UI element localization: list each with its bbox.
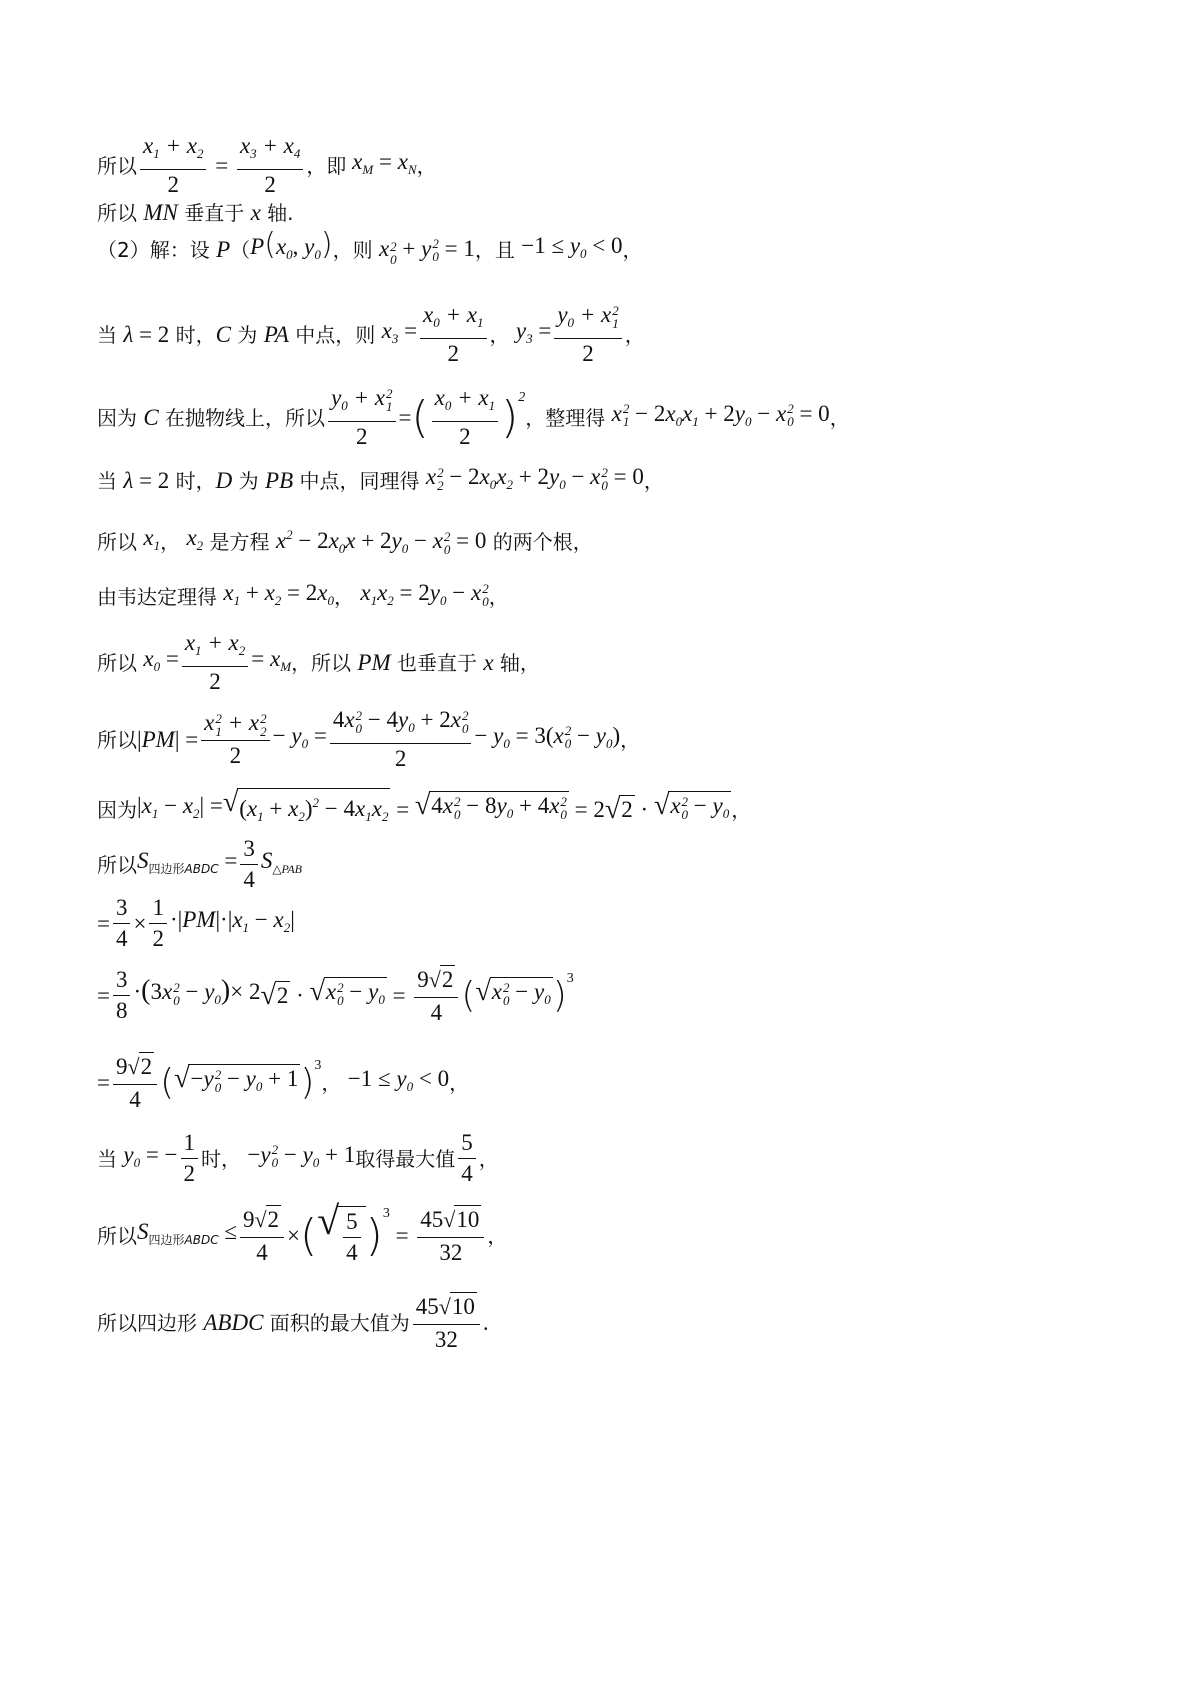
line-1: 所以 $\frac{x_1 + x_2}{2}$ = $\frac{x_3 + x_4}{2}$ ，即 $x_M = x_N$ ， xyxy=(97,133,437,197)
line-11: 因为 $|x_1 - x_2|$ = √ $(x_1 + x_2)^2 - 4x_1x_2$ = √ 4x 2 0 − $8y_0 + 4x$ 2 0 = 2 √ 2 · √ x 2 0 − $y_0$ ， xyxy=(97,788,751,831)
line-3: （2）解：设 P （ $P(x_0$, $y_0$) ，则 x 2 0 + y 2 0 = 1 ，且 $-1 \le y_0 < 0$ ， xyxy=(97,227,643,267)
line-7: 所以 $x_1$ ， $x_2$ 是方程 $x^2 - 2x_0x + 2y_0 - x$ 2 0 = 0 的两个根， xyxy=(97,525,593,557)
line-15: = 9 √ 2 4 ( √ −y 2 0 − $y_0 + 1$ ) 3 ， $-1 \le y_0 < 0$ ， xyxy=(97,1054,470,1112)
line-16: 当 $y_0$ = − $\frac{1}{2}$ 时， −y 2 0 − $y_0 + 1$ 取得最大值 $\frac{5}{4}$ ， xyxy=(97,1130,499,1186)
line-12: 所以 $S_{四边形ABDC}$ = $\frac{3}{4}$ $S_{\triangle PAB}$ xyxy=(97,836,302,892)
line-10: 所以 |PM| = x 2 1 + x 2 2 2 − $y_0$ = 4x 2 0 − $4y_0 + 2x$ 2 0 2 − $y_0 = 3(x$ 2 0 − $y_0$) ， xyxy=(97,707,641,771)
line-14: = $\frac{3}{8}$ ·(3x 2 0 − $y_0)\times 2$ √ 2 · √ x 2 0 − $y_0$ = 9 √ 2 4 ( √ x 2 0 − $y_0$ ) 3 xyxy=(97,967,574,1025)
line-4: 当 λ = 2 时， C 为 PA 中点，则 $x_3$ = $\frac{x_0 + x_1}{2}$ ， $y_3$ = $y_0 + x$ 2 1 2 ， xyxy=(97,302,645,366)
line-8: 由韦达定理得 $x_1 + x_2 = 2x_0$ ， $x_1x_2 = 2y_0 - x$ 2 0 ， xyxy=(97,580,509,609)
line-17: 所以 $S_{四边形ABDC}$ ≤ 9 √ 2 4 × ( √ $\frac{5}{4}$ ) 3 = 45 √ 10 32 ， xyxy=(97,1197,508,1265)
line-5: 因为 C 在抛物线上，所以 $y_0 + x$ 2 1 2 = ( $\frac{x_0 + x_1}{2}$ ) 2 ，整理得 x 2 1 − $2x_0x_1 + 2y_0 - x$ 2 0 = 0 ， xyxy=(97,385,850,449)
line-2: 所以 MN 垂直于 x 轴. xyxy=(97,200,294,225)
line-6: 当 λ = 2 时， D 为 PB 中点，同理得 x 2 2 − $2x_0x_2 + 2y_0 - x$ 2 0 = 0 ， xyxy=(97,464,664,493)
line-9: 所以 $x_0$ = $\frac{x_1 + x_2}{2}$ = $x_M$ ，所以 PM 也垂直于 x 轴， xyxy=(97,630,540,694)
line-13: = $\frac{3}{4}$ × $\frac{1}{2}$ $\cdot|PM|\cdot|x_1 - x_2|$ xyxy=(97,895,295,951)
line-18: 所以四边形 ABDC 面积的最大值为 45 √ 10 32 . xyxy=(97,1294,489,1352)
